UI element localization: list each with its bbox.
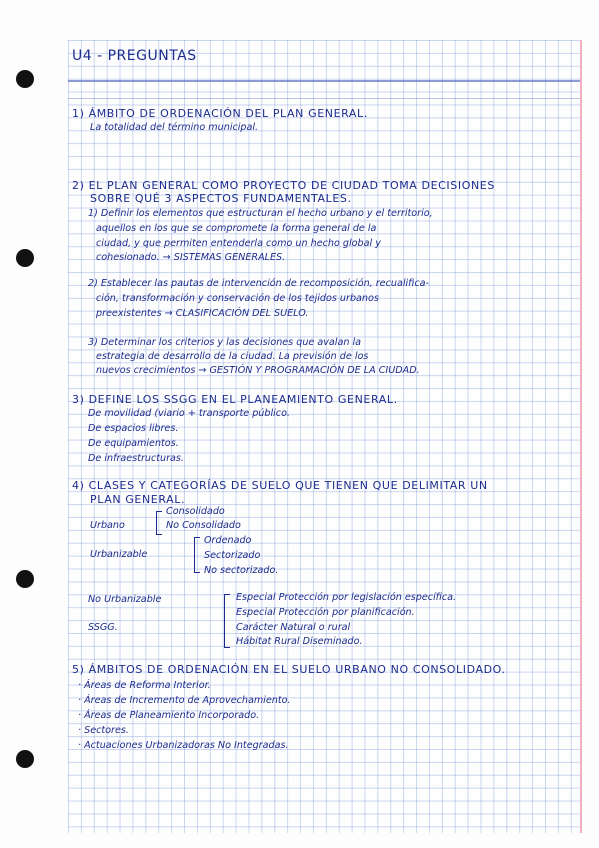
soil-category: No Consolidado [166,520,241,531]
question-5-item: · Actuaciones Urbanizadoras No Integradas. [78,740,289,751]
soil-category: Sectorizado [204,550,261,561]
question-2-item-2-line: 2) Establecer las pautas de intervención de recomposición, recualifica- [88,278,429,289]
binder-hole [16,70,34,88]
question-2-item-1-line: cohesionado. → SISTEMAS GENERALES. [96,252,286,263]
page-title: U4 - PREGUNTAS [72,48,197,64]
question-2-item-3-line: estrategia de desarrollo de la ciudad. La previsión de los [96,351,369,362]
brace [224,594,230,648]
question-3-item: De equipamientos. [88,438,179,449]
header-rule [68,80,580,82]
soil-category: No sectorizado. [204,565,279,576]
binder-hole [16,570,34,588]
question-5-item: · Sectores. [78,725,129,736]
binder-hole [16,750,34,768]
soil-category: Especial Protección por legislación específica. [236,592,457,603]
soil-class-urbanizable: Urbanizable [90,549,148,560]
question-1-answer: La totalidad del término municipal. [90,122,259,133]
brace [194,537,200,573]
soil-class-no-urbanizable: No Urbanizable [88,594,162,605]
question-2-heading: 2) EL PLAN GENERAL COMO PROYECTO DE CIUDAD TOMA DECISIONES [72,179,495,192]
soil-category: Hábitat Rural Diseminado. [236,636,363,647]
soil-class-ssgg: SSGG. [88,622,118,633]
question-5-item: · Áreas de Incremento de Aprovechamiento. [78,695,291,706]
question-3-item: De infraestructuras. [88,453,184,464]
question-2-item-3-line: 3) Determinar los criterios y las decisiones que avalan la [88,337,362,348]
binder-hole [16,249,34,267]
soil-category: Especial Protección por planificación. [236,607,415,618]
question-1-heading: 1) ÁMBITO DE ORDENACIÓN DEL PLAN GENERAL. [72,107,368,120]
question-2-item-2-line: preexistentes → CLASIFICACIÓN DEL SUELO. [96,308,309,319]
margin-line [580,40,582,833]
soil-class-urbano: Urbano [90,520,125,531]
question-5-item: · Áreas de Planeamiento Incorporado. [78,710,260,721]
question-2-item-3-line: nuevos crecimientos → GESTIÓN Y PROGRAMACIÓN DE LA CIUDAD. [96,365,420,376]
soil-category: Consolidado [166,506,225,517]
question-2-item-2-line: ción, transformación y conservación de los tejidos urbanos [96,293,379,304]
question-2-item-1-line: ciudad, y que permiten entenderla como un hecho global y [96,238,381,249]
question-5-item: · Áreas de Reforma Interior. [78,680,211,691]
question-2-item-1-line: 1) Definir los elementos que estructuran el hecho urbano y el territorio, [88,208,433,219]
question-4-heading-cont: PLAN GENERAL. [90,493,186,506]
question-3-item: De espacios libres. [88,423,179,434]
soil-category: Carácter Natural o rural [236,622,351,633]
brace [156,511,162,535]
question-3-item: De movilidad (viario + transporte público. [88,408,290,419]
header-rule-secondary [68,98,580,99]
question-4-heading: 4) CLASES Y CATEGORÍAS DE SUELO QUE TIENEN QUE DELIMITAR UN [72,479,488,492]
question-5-heading: 5) ÁMBITOS DE ORDENACIÓN EN EL SUELO URBANO NO CONSOLIDADO. [72,663,506,676]
question-2-item-1-line: aquellos en los que se compromete la forma general de la [96,223,377,234]
question-3-heading: 3) DEFINE LOS SSGG EN EL PLANEAMIENTO GENERAL. [72,393,398,406]
question-2-heading-cont: SOBRE QUÉ 3 ASPECTOS FUNDAMENTALES. [90,192,352,205]
soil-category: Ordenado [204,535,252,546]
